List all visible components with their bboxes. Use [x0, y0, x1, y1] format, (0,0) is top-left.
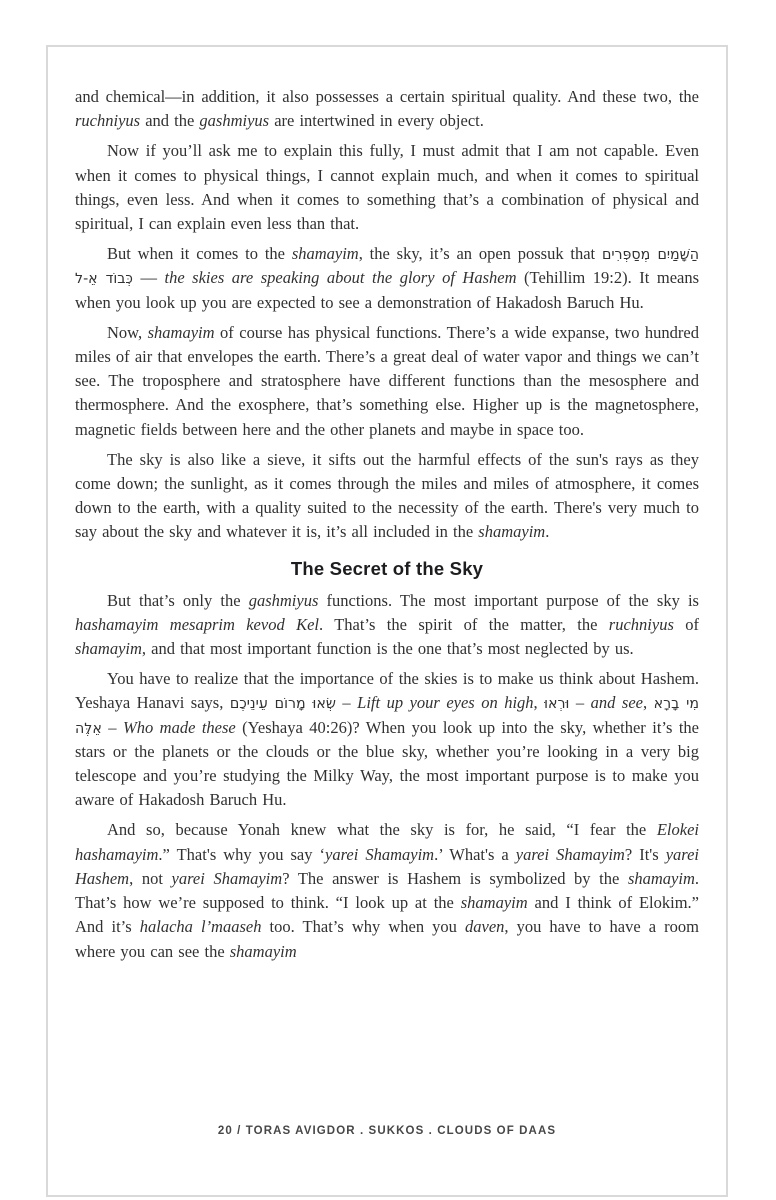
text-run: , the sky, it’s an open possuk that — [358, 244, 602, 264]
page-footer: 20 / TORAS AVIGDOR . SUKKOS . CLOUDS OF DAAS — [217, 1125, 557, 1137]
italic-text: and see — [590, 693, 643, 713]
section-heading: The Secret of the Sky — [290, 557, 484, 579]
text-run: . That’s how we’re supposed to think. “I look up at the — [75, 868, 699, 913]
body-paragraph — [75, 139, 699, 236]
italic-text: halacha l’maaseh — [139, 917, 262, 937]
body-paragraph — [75, 242, 699, 315]
italic-text: shamayim — [460, 893, 528, 913]
body-paragraph — [75, 589, 699, 662]
text-run: .’ What's a — [434, 844, 516, 864]
italic-text: shamayim — [627, 868, 695, 888]
italic-text: yarei Shamayim — [515, 844, 625, 864]
body-paragraph — [75, 667, 699, 812]
hebrew-phrase: וּרְאוּ — [544, 696, 570, 713]
text-run: The sky is also like a sieve, it sifts out the harmful effects of the sun's rays as they come down; the sunlight, as it comes through the miles and miles of atmosphere, it comes down to the earth, with a quality suited to the necessity of the earth. There's very much to say about the sky and whatever it is, it’s all included in the — [75, 449, 699, 542]
italic-text: Lift up your eyes on high — [357, 693, 534, 713]
text-run: (Tehillim 19:2). It means when you look up you are expected to see a demonstration of Hakadosh Baruch Hu. — [75, 268, 700, 312]
text-run: But that’s only the — [107, 590, 249, 610]
italic-text: gashmiyus — [199, 111, 270, 131]
italic-text: gashmiyus — [248, 590, 319, 610]
text-run: , not — [129, 868, 172, 888]
italic-text: Elokei hashamayim — [75, 820, 699, 864]
text-run: — — [132, 268, 165, 288]
italic-text: daven — [465, 917, 505, 937]
text-run: and chemical—in addition, it also possesses a certain spiritual quality. And these two, the — [75, 87, 699, 106]
text-run: – — [101, 717, 123, 737]
text-run: ? The answer is Hashem is symbolized by the — [282, 868, 628, 888]
text-run: , and that most important function is the one that’s most neglected by us. — [141, 639, 634, 659]
text-run: too. That’s why when you — [261, 917, 465, 937]
text-run: of course has physical functions. There’s a wide expanse, two hundred miles of air that envelopes the earth. There’s a great deal of water vapor and things we can’t see. The troposphere and stratosphere have different functions than the mesosphere and thermosphere. And the exosphere, that’s something else. Higher up is the magnetosphere, magnetic fields between here and the other planets and maybe in space too. — [75, 322, 700, 439]
text-run: and the — [140, 111, 200, 131]
italic-text: yarei Shamayim — [325, 844, 435, 864]
italic-text: ruchniyus — [75, 111, 141, 131]
italic-text: Who made these — [122, 717, 236, 737]
hebrew-phrase: שְׂאוּ מָרוֹם עֵינֵיכֶם — [229, 696, 336, 713]
text-run: are intertwined in every object. — [269, 111, 484, 131]
body-paragraph — [75, 448, 699, 545]
italic-text: the skies are speaking about the glory of Hashem — [164, 268, 517, 288]
italic-text: ruchniyus — [608, 614, 674, 634]
text-run: , — [533, 693, 545, 713]
text-run: You have to realize that the importance of the skies is to make us think about Hashem. Yeshaya Hanavi says, — [75, 669, 699, 713]
text-run: – — [569, 693, 591, 713]
italic-text: yarei Shamayim — [171, 868, 283, 888]
body-paragraph — [75, 321, 699, 442]
text-run: , you have to have a room where you can see the — [75, 917, 700, 961]
hebrew-phrase: מִי בָרָא אֵלֶּה — [75, 696, 699, 737]
italic-text: shamayim — [229, 941, 297, 961]
text-run: – — [335, 693, 358, 713]
text-run: ? It's — [624, 844, 666, 864]
italic-text: shamayim — [291, 244, 359, 264]
text-run: .” That's why you say ‘ — [158, 844, 326, 864]
text-run: and I think of Elokim.” And it’s — [75, 893, 699, 937]
text-run: Now if you’ll ask me to explain this fully, I must admit that I am not capable. Even when it comes to physical things, I cannot explain much, and when it comes to spiritual things, even less. And when it comes to something that’s a combination of physical and spiritual, I can explain even less than that. — [75, 141, 699, 234]
text-run: But when it comes to the — [107, 244, 292, 264]
text-run: . That’s the spirit of the matter, the — [319, 614, 609, 634]
text-run: And so, because Yonah knew what the sky is for, he said, “I fear the — [107, 820, 657, 840]
page-frame — [46, 45, 728, 1197]
body-paragraph — [75, 85, 699, 133]
body-paragraph — [75, 818, 699, 963]
text-run: functions. The most important purpose of the sky is — [318, 590, 699, 610]
text-run: (Yeshaya 40:26)? When you look up into the sky, whether it’s the stars or the planets or the clouds or the blue sky, whether you’re looking in a very big telescope and you’re studying the Milky Way, the most important purpose is to make you aware of Hakadosh Baruch Hu. — [75, 717, 700, 810]
text-run: . — [545, 522, 550, 542]
text-run: of — [673, 614, 699, 634]
text-run: , — [642, 693, 654, 713]
italic-text: shamayim — [75, 639, 142, 659]
italic-text: shamayim — [147, 322, 215, 342]
article-body — [48, 47, 726, 1087]
hebrew-phrase: הַשָּׁמַיִם מְסַפְּרִים כְּבוֹד אֵ-ל — [75, 247, 699, 288]
italic-text: shamayim — [478, 522, 546, 542]
text-run: Now, — [107, 322, 148, 342]
italic-text: yarei Hashem — [75, 844, 700, 888]
italic-text: hashamayim mesaprim kevod Kel — [75, 614, 319, 634]
